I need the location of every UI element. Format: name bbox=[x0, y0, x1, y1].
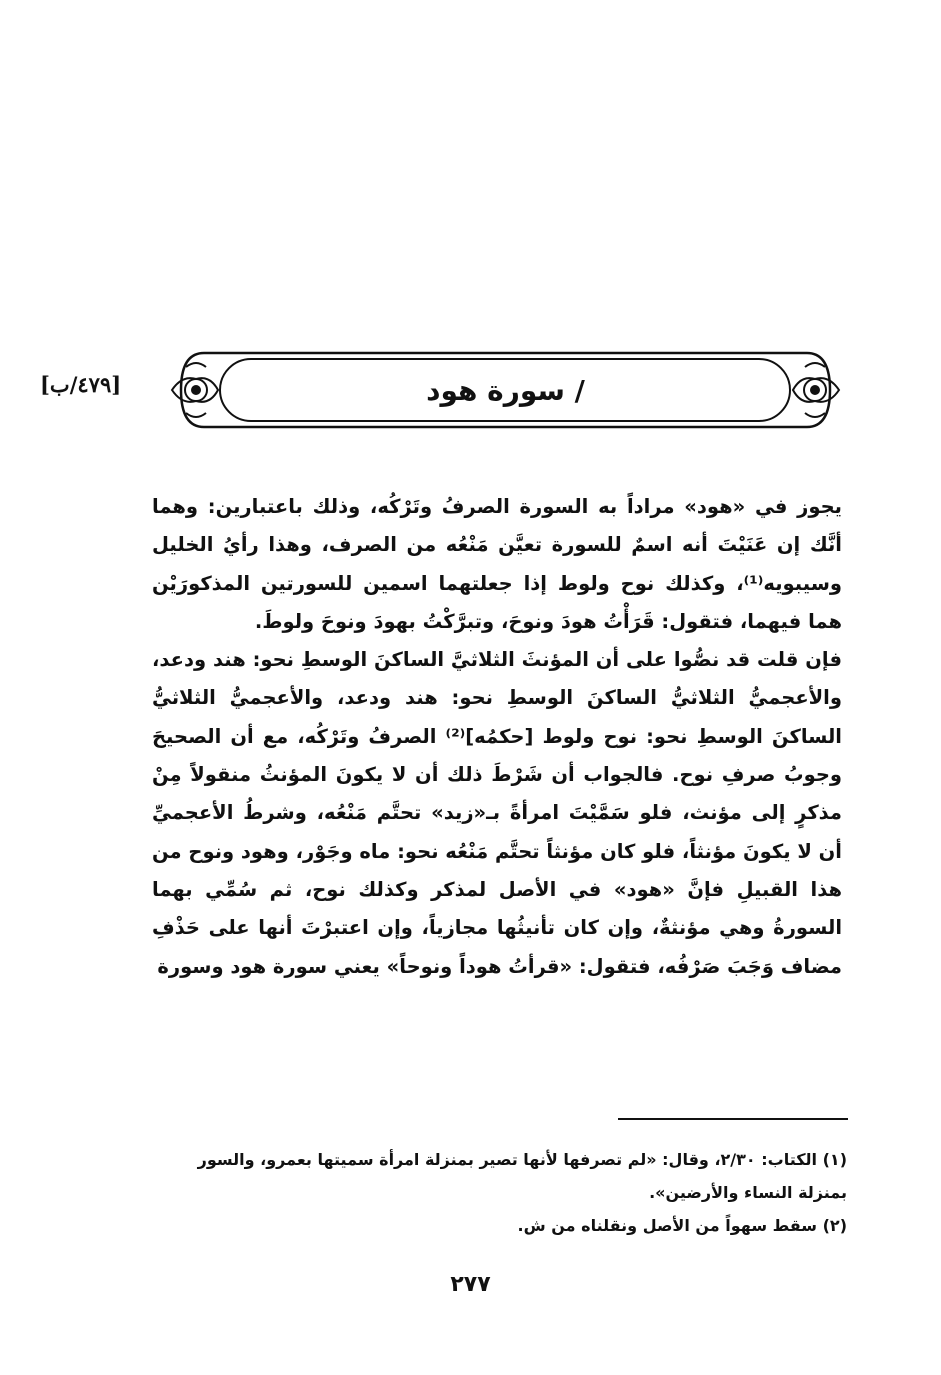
surah-title: / سورة هود bbox=[426, 373, 585, 407]
footnotes bbox=[152, 1143, 847, 1242]
main-text bbox=[152, 488, 842, 986]
page-number: ٢٧٧ bbox=[450, 1272, 491, 1297]
footnote-separator bbox=[618, 1118, 848, 1120]
paragraph: فإن قلت قد نصُّوا على أن المؤنثَ الثلاثيَّ الساكنَ الوسطِ نحو: هند ودعد، والأعجميُّ الثلاثيُّ الساكنَ الوسطِ نحو: هند ودعد، والأعجميُّ الثلاثيُّ الساكنَ الوسطِ نحو: نوح ولوط [حكمُه]⁽²⁾ الصرفُ وتَرْكُه، مع أن الصحيحَ وجوبُ صرفِ نوح. فالجواب أن شَرْطَ ذلك أن لا يكونَ المؤنثُ منقولاً مِنْ مذكرٍ إلى مؤنث، فلو سَمَّيْتَ امرأةً بـ«زيد» تحتَّم مَنْعُه، وشرطُ الأعجميِّ أن لا يكونَ مؤنثاً، فلو كان مؤنثاً تحتَّم مَنْعُه نحو: ماه وجَوْر، وهود ونوح من هذا القبيلِ فإنَّ «هود» في الأصل لمذكر وكذلك نوح، ثم سُمِّي بهما السورةُ وهي مؤنثةٌ، وإن كان تأنيثُها مجازياً، وإن اعتبرْتَ أنها على حَذْفِ مضاف وَجَبَ صَرْفُه، فتقول: «قرأتُ هوداً ونوحاً» يعني سورة هود وسورة bbox=[152, 648, 842, 978]
footnote: (٢) سقط سهواً من الأصل ونقلناه من ش. bbox=[517, 1216, 847, 1235]
paragraph: يجوز في «هود» مراداً به السورة الصرفُ وتَرْكُه، وذلك باعتبارين: وهما أنَّك إن عَنَيْتَ أنه اسمٌ للسورة تعيَّن مَنْعُه من الصرف، وهذا رأيُ الخليل وسيبويه⁽¹⁾، وكذلك نوح ولوط إذا جعلتهما اسمين للسورتين المذكورَيْن هما فيهما، فتقول: قَرَأْتُ هودَ ونوحَ، وتبرَّكْتُ بهودَ ونوحَ ولوطَ. bbox=[152, 495, 842, 633]
footnote: (١) الكتاب: ٢/٣٠، وقال: «لم تصرفها لأنها تصير بمنزلة امرأة سميتها بعمرو، والسور بمنزلة النساء والأرضين». bbox=[197, 1150, 847, 1202]
folio-marker: [٤٧٩/ب] bbox=[40, 372, 122, 397]
surah-title-banner bbox=[168, 345, 843, 435]
